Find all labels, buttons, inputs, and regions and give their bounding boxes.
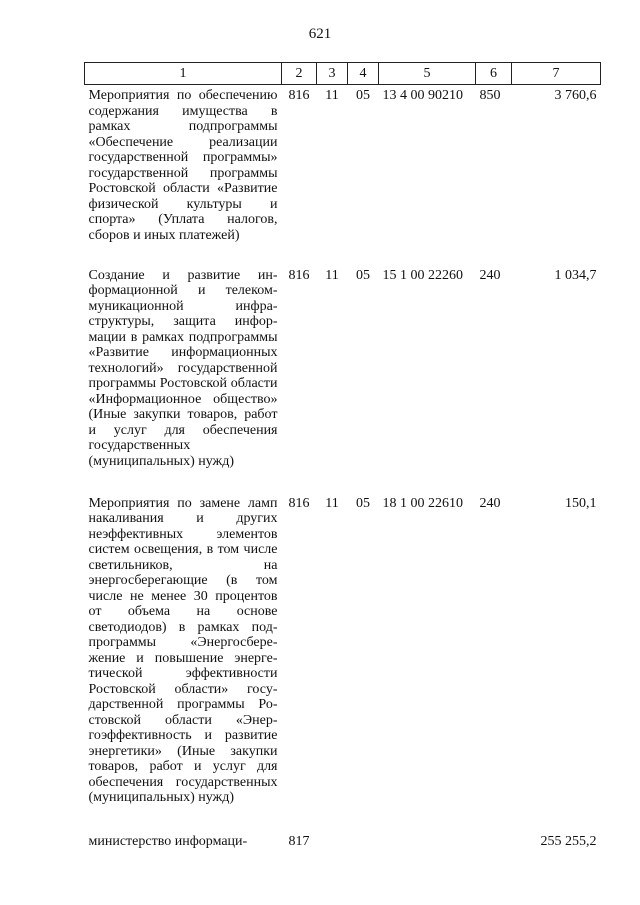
row-expense-type: 240 — [479, 495, 501, 511]
row-subsection — [348, 831, 379, 856]
header-col-3: 3 — [317, 63, 348, 85]
row-description: Создание и развитие информационной и телекоммуникационной инфраструктуры, защита информации в рамках подпрограммы «Развитие информационных технологий» государственной программы Ростовской области «Информационное общество» (Иные закупки товаров, работ и услуг для обеспечения государственных (муниципальных) нужд) — [88, 267, 278, 469]
header-col-6: 6 — [476, 63, 512, 85]
row-ministry-code: 817 — [288, 833, 310, 849]
header-col-5: 5 — [379, 63, 476, 85]
row-section: 11 — [325, 267, 339, 283]
page-number: 621 — [308, 26, 332, 42]
row-section: 11 — [325, 88, 339, 103]
row-target-article: 13 4 00 90210 — [382, 88, 463, 103]
row-section — [317, 831, 348, 856]
table-row — [85, 493, 601, 831]
header-col-7: 7 — [512, 63, 601, 85]
table-header — [85, 63, 601, 85]
row-amount: 150,1 — [565, 495, 597, 511]
row-description: Мероприятия по обеспечению содержания имущества в рамках подпрограммы «Обеспечение реализации государственной программы» государственной программы Ростовской области «Развитие физической культуры и спорта» (Уплата налогов, сборов и иных платежей) — [88, 88, 278, 243]
row-description: министерство информаци- — [88, 833, 248, 849]
row-amount: 1 034,7 — [554, 267, 597, 283]
table-row — [85, 265, 601, 493]
row-section: 11 — [325, 495, 339, 511]
table-row — [85, 85, 601, 265]
row-target-article — [379, 831, 476, 856]
row-amount: 255 255,2 — [540, 833, 597, 849]
row-amount: 3 760,6 — [554, 88, 597, 103]
row-expense-type: 850 — [479, 88, 501, 103]
header-col-2: 2 — [282, 63, 317, 85]
row-target-article: 18 1 00 22610 — [382, 495, 463, 511]
row-expense-type — [476, 831, 512, 856]
row-expense-type: 240 — [479, 267, 501, 283]
budget-table — [84, 62, 601, 855]
row-ministry-code: 816 — [288, 88, 310, 103]
row-ministry-code: 816 — [288, 495, 310, 511]
row-subsection: 05 — [356, 495, 370, 511]
header-col-4: 4 — [348, 63, 379, 85]
table-row — [85, 831, 601, 856]
row-target-article: 15 1 00 22260 — [382, 267, 463, 283]
row-subsection: 05 — [356, 267, 370, 283]
row-subsection: 05 — [356, 88, 370, 103]
row-description: Мероприятия по замене ламп накаливания и других неэффективных элементов систем освещения, в том числе светильников, на энергосберегающие (в том числе не менее 30 процентов от объема на основе светодиодов) в рамках подпрограммы «Энергосбережение и повышение энергетической эффективности Ростовской области» государственной программы Ростовской области «Энергоэффективность и развитие энергетики» (Иные закупки товаров, работ и услуг для обеспечения государственных (муниципальных) нужд) — [88, 495, 278, 805]
row-ministry-code: 816 — [288, 267, 310, 283]
header-col-1: 1 — [85, 63, 282, 85]
